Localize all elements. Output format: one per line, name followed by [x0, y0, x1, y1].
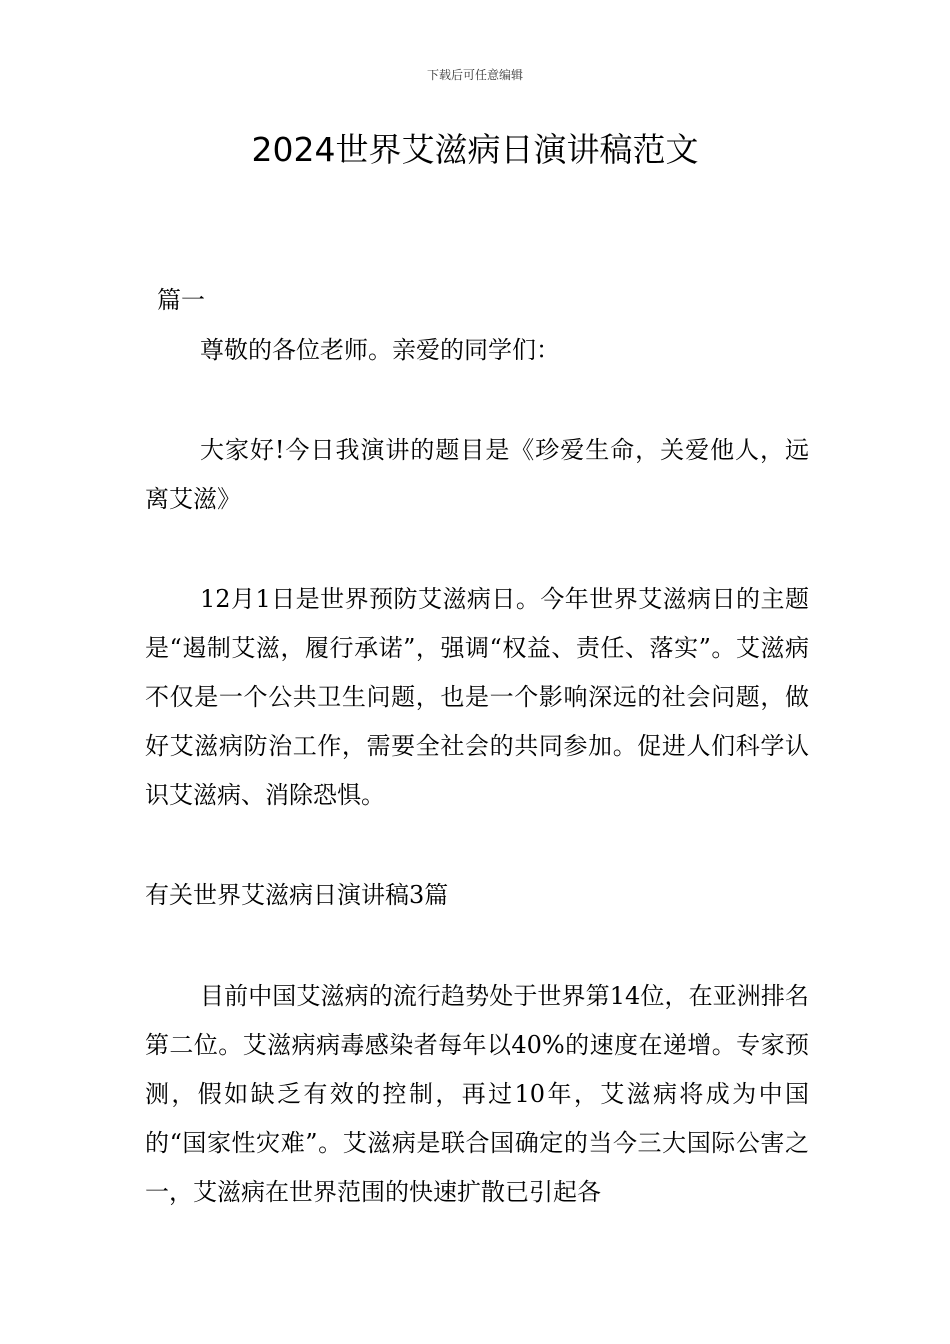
section-label: 篇一 — [157, 286, 205, 314]
paragraph-statistics: 目前中国艾滋病的流行趋势处于世界第14位，在亚洲排名第二位。艾滋病病毒感染者每年以40%的速度在递增。专家预测，假如缺乏有效的控制，再过10年，艾滋病将成为中国的“国家性灾难”。艾滋病是联合国确定的当今三大国际公害之一，艾滋病在世界范围的快速扩散已引起各 — [145, 982, 809, 1206]
document-title: 2024世界艾滋病日演讲稿范文 — [251, 130, 699, 169]
header-note: 下载后可任意编辑 — [426, 68, 523, 82]
paragraph-subtitle: 有关世界艾滋病日演讲稿3篇 — [145, 881, 449, 909]
salutation: 尊敬的各位老师。亲爱的同学们： — [200, 336, 560, 364]
paragraph-intro: 大家好!今日我演讲的题目是《珍爱生命，关爱他人，远离艾滋》 — [145, 436, 809, 513]
paragraph-aids-day: 12月1日是世界预防艾滋病日。今年世界艾滋病日的主题是“遏制艾滋，履行承诺”，强调“权益、责任、落实”。艾滋病不仅是一个公共卫生问题，也是一个影响深远的社会问题，做好艾滋病防治工作，需要全社会的共同参加。促进人们科学认识艾滋病、消除恐惧。 — [145, 585, 809, 809]
